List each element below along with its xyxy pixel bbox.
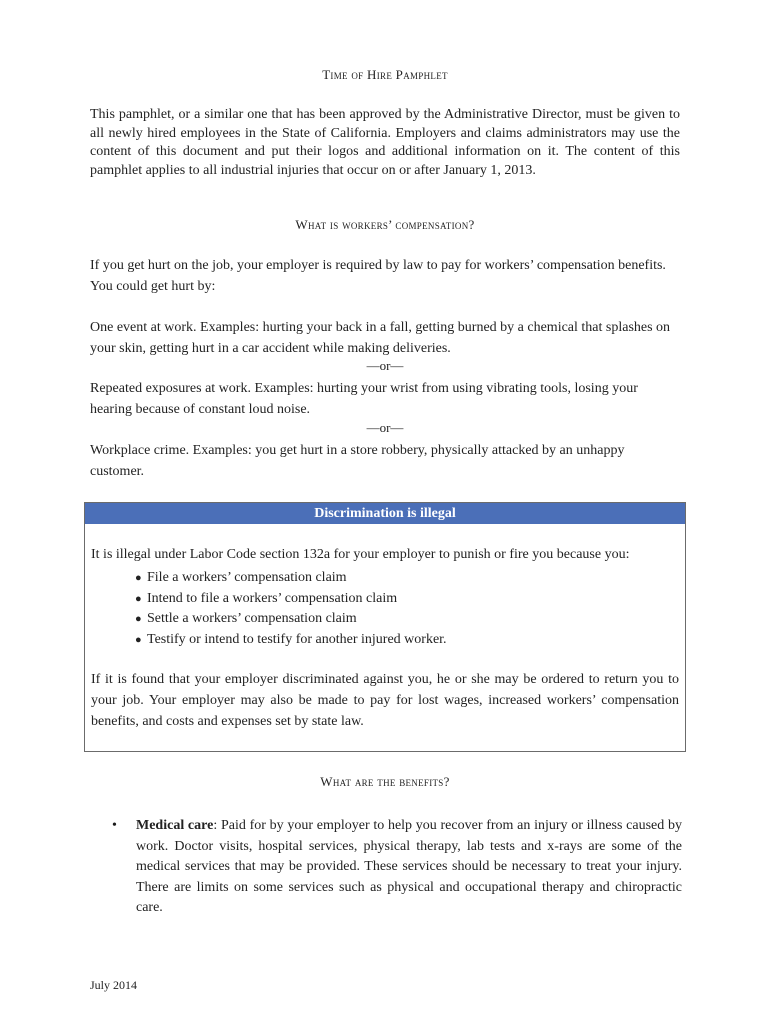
intro-paragraph: This pamphlet, or a similar one that has been approved by the Administrative Director, must be given to all newly hired employees in the State of California. Employers and claims administrators may use the content of this document and put their logos and additional information on it. The content of this pamphlet applies to all industrial injuries that occur on or after January 1, 2013. — [90, 107, 680, 178]
bullet-icon: ● — [135, 613, 142, 625]
discrimination-intro: It is illegal under Labor Code section 132a for your employer to punish or fire you because you: — [91, 547, 630, 562]
bullet-icon: ● — [135, 592, 142, 605]
list-item: ● Settle a workers’ compensation claim — [135, 609, 447, 630]
list-item: ● Intend to file a workers’ compensation claim — [135, 589, 447, 610]
discrimination-box — [84, 502, 686, 752]
footer-date: July 2014 — [90, 978, 138, 992]
or-separator: —or— — [366, 420, 404, 435]
benefits-heading: What are the benefits? — [320, 774, 450, 789]
bullet-icon: ● — [135, 572, 142, 584]
bullet-icon: ● — [135, 633, 142, 646]
list-item: ● Testify or intend to testify for another injured worker. — [135, 630, 447, 651]
list-item: ● File a workers’ compensation claim — [135, 568, 447, 589]
bullet-icon: • — [112, 818, 117, 833]
page-title: Time of Hire Pamphlet — [322, 67, 448, 82]
example-repeated-exposures: Repeated exposures at work. Examples: hurting your wrist from using vibrating tools, losing your hearing because of constant loud noise. — [90, 381, 638, 417]
medical-care-term: Medical care — [136, 818, 214, 833]
example-workplace-crime: Workplace crime. Examples: you get hurt in a store robbery, physically attacked by an unhappy customer. — [90, 443, 625, 479]
workers-comp-paragraph: If you get hurt on the job, your employer is required by law to pay for workers’ compensation benefits. You could get hurt by: — [90, 258, 666, 294]
discrimination-list — [135, 568, 447, 650]
example-one-event: One event at work. Examples: hurting your back in a fall, getting burned by a chemical that splashes on your skin, getting hurt in a car accident while making deliveries. — [90, 320, 671, 356]
medical-care-text: : Paid for by your employer to help you recover from an injury or illness caused by work. Doctor visits, hospital services, physical therapy, lab tests and x-rays are some of the medical services that may be provided. These services should be necessary to treat your injury. There are limits on some services such as physical and occupational therapy and chiropractic care. — [136, 818, 682, 915]
workers-comp-heading: What is workers’ compensation? — [295, 217, 475, 232]
or-separator: —or— — [366, 358, 404, 373]
discrimination-closing: If it is found that your employer discriminated against you, he or she may be ordered to return you to your job. Your employer may also be made to pay for lost wages, increased workers’ compensation benefits, and costs and expenses set by state law. — [91, 672, 679, 729]
discrimination-box-header: Discrimination is illegal — [85, 503, 685, 524]
